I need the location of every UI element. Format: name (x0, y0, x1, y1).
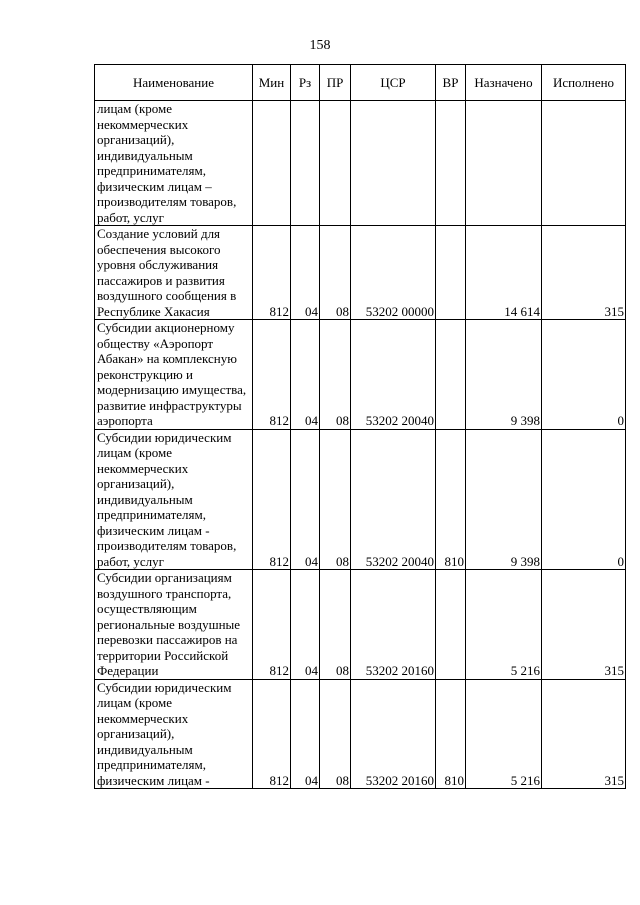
cell-rz: 04 (291, 226, 320, 320)
column-header-csr: ЦСР (351, 65, 436, 101)
cell-min: 812 (253, 320, 291, 430)
column-header-assigned: Назначено (466, 65, 542, 101)
cell-vr: 810 (436, 679, 466, 789)
cell-min: 812 (253, 429, 291, 570)
cell-name: Субсидии юридическим лицам (кроме некоммерческих организаций), индивидуальным предпринимателям, физическим лицам - производителям товаров, работ, услуг (95, 429, 253, 570)
cell-executed: 315 (542, 226, 626, 320)
table-row (95, 226, 626, 320)
cell-vr (436, 101, 466, 226)
cell-min: 812 (253, 226, 291, 320)
cell-min: 812 (253, 570, 291, 680)
cell-csr: 53202 20040 (351, 320, 436, 430)
column-header-pr: ПР (320, 65, 351, 101)
cell-name: Субсидии организациям воздушного транспорта, осуществляющим региональные воздушные перевозки пассажиров на территории Российской Федерации (95, 570, 253, 680)
column-header-executed: Исполнено (542, 65, 626, 101)
cell-rz (291, 101, 320, 226)
table-header-row (95, 65, 626, 101)
table-row (95, 101, 626, 226)
cell-rz: 04 (291, 429, 320, 570)
table-row (95, 679, 626, 789)
cell-name: Создание условий для обеспечения высокого уровня обслуживания пассажиров и развития воздушного сообщения в Республике Хакасия (95, 226, 253, 320)
cell-executed: 0 (542, 320, 626, 430)
column-header-min: Мин (253, 65, 291, 101)
cell-min: 812 (253, 679, 291, 789)
cell-csr: 53202 20040 (351, 429, 436, 570)
cell-rz: 04 (291, 320, 320, 430)
cell-rz: 04 (291, 570, 320, 680)
cell-csr: 53202 20160 (351, 679, 436, 789)
cell-pr: 08 (320, 570, 351, 680)
budget-table (94, 64, 626, 789)
cell-name: Субсидии юридическим лицам (кроме некоммерческих организаций), индивидуальным предпринимателям, физическим лицам - (95, 679, 253, 789)
cell-min (253, 101, 291, 226)
column-header-vr: ВР (436, 65, 466, 101)
cell-pr: 08 (320, 226, 351, 320)
cell-name: лицам (кроме некоммерческих организаций), индивидуальным предпринимателям, физическим лицам – производителям товаров, работ, услуг (95, 101, 253, 226)
table-row (95, 429, 626, 570)
table-row (95, 320, 626, 430)
cell-assigned: 14 614 (466, 226, 542, 320)
cell-assigned: 9 398 (466, 429, 542, 570)
cell-vr: 810 (436, 429, 466, 570)
cell-name: Субсидии акционерному обществу «Аэропорт Абакан» на комплексную реконструкцию и модернизацию имущества, развитие инфраструктуры аэропорта (95, 320, 253, 430)
cell-executed: 0 (542, 429, 626, 570)
cell-executed: 315 (542, 679, 626, 789)
cell-vr (436, 320, 466, 430)
column-header-rz: Рз (291, 65, 320, 101)
cell-assigned: 5 216 (466, 570, 542, 680)
cell-assigned (466, 101, 542, 226)
cell-vr (436, 226, 466, 320)
cell-pr: 08 (320, 320, 351, 430)
cell-pr: 08 (320, 679, 351, 789)
cell-csr: 53202 00000 (351, 226, 436, 320)
page-number: 158 (309, 38, 331, 53)
column-header-name: Наименование (95, 65, 253, 101)
cell-rz: 04 (291, 679, 320, 789)
cell-pr (320, 101, 351, 226)
cell-csr: 53202 20160 (351, 570, 436, 680)
cell-csr (351, 101, 436, 226)
cell-executed: 315 (542, 570, 626, 680)
cell-assigned: 5 216 (466, 679, 542, 789)
table-row (95, 570, 626, 680)
cell-pr: 08 (320, 429, 351, 570)
cell-executed (542, 101, 626, 226)
cell-vr (436, 570, 466, 680)
cell-assigned: 9 398 (466, 320, 542, 430)
